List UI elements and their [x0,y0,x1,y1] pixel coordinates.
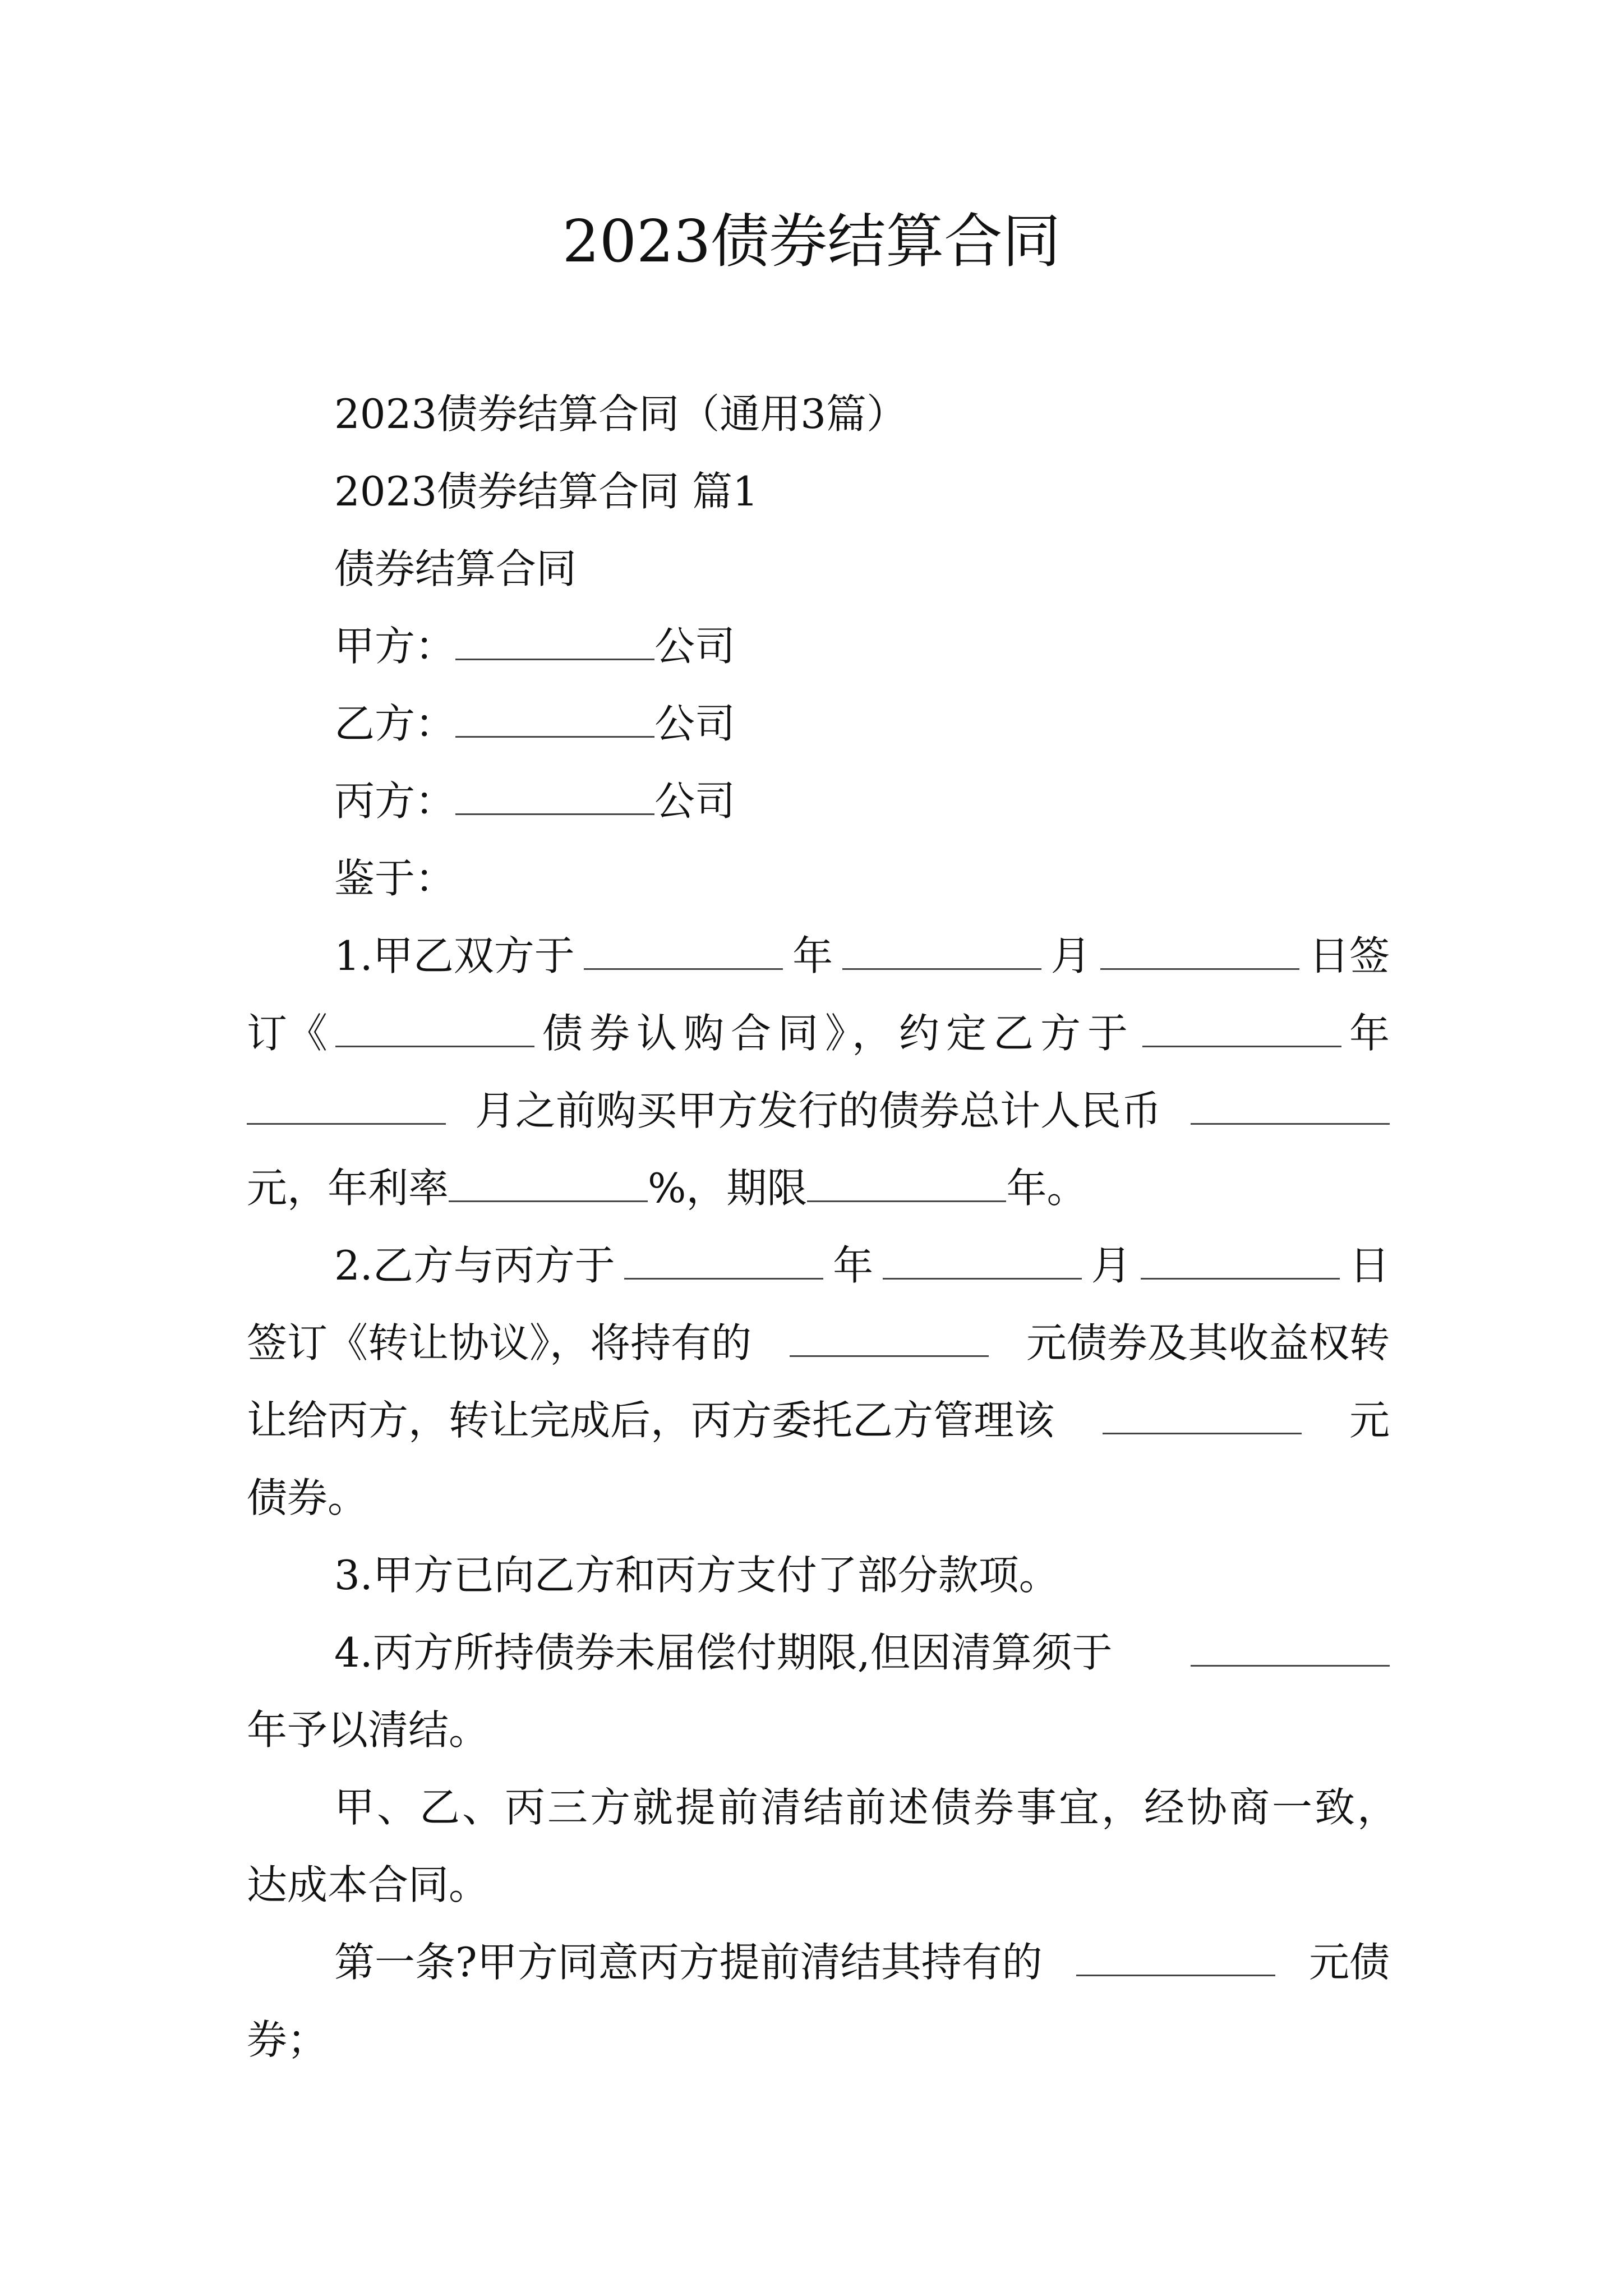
item2-text4: 日 [1349,1242,1390,1289]
document-title: 2023债券结算合同 [562,207,1061,275]
article1-blank-amount [1076,1939,1275,1976]
item2-blank-month [883,1242,1082,1280]
item2-text2: 年 [833,1242,874,1289]
item1-l4-text2: %，期限 [648,1165,808,1212]
item2-blank-year [624,1242,823,1280]
item1-text4: 日签 [1308,932,1390,979]
party-b-blank [455,700,654,738]
party-c-blank [455,777,654,815]
party-a-line [334,618,735,674]
item2-line1 [334,1237,1390,1294]
item2-l3-text2: 元 [1349,1397,1390,1444]
party-c-line [334,773,735,829]
item1-text2: 年 [792,932,833,979]
item2-l2-text1: 签订《转让协议》，将持有的 [247,1319,752,1366]
party-a-blank [455,623,654,660]
item1-line3 [247,1083,1390,1139]
agreement-line2: 达成本合同。 [247,1861,490,1908]
article1-line1 [334,1934,1390,1990]
article1-l1-text2: 元债 [1308,1939,1390,1986]
item2-line3 [247,1392,1390,1448]
item1-blank-day [1100,932,1299,970]
party-a-label: 甲方： [334,623,456,670]
item2-l3-text1: 让给丙方，转让完成后，丙方委托乙方管理该 [247,1397,1055,1444]
contract-heading: 债券结算合同 [334,545,577,592]
item1-line1 [334,928,1390,984]
subtitle-all: 2023债券结算合同（通用3篇） [334,390,907,438]
item1-l2-text1: 订《 [247,1010,328,1057]
item1-blank-month2 [247,1087,446,1125]
item2-blank-amount [790,1319,989,1357]
item1-l4-text1: 元，年利率 [247,1165,449,1212]
item4-blank-year [1191,1629,1390,1667]
item1-l2-text2: 债券认购合同》，约定乙方于 [542,1010,1135,1057]
party-a-suffix: 公司 [654,623,736,670]
item1-blank-year2 [1142,1010,1341,1047]
item2-text1: 2.乙方与丙方于 [334,1242,615,1289]
item1-blank-contract [335,1010,534,1047]
item4-line2: 年予以清结。 [247,1706,490,1754]
item1-text1: 1.甲乙双方于 [334,932,575,979]
item1-l2-text3: 年 [1349,1010,1390,1057]
item1-blank-rate [449,1165,648,1202]
party-b-suffix: 公司 [654,700,736,747]
item1-line2 [247,1005,1390,1061]
party-c-suffix: 公司 [654,777,736,825]
item1-blank-term [807,1165,1006,1202]
item2-line2 [247,1315,1390,1371]
item2-text3: 月 [1091,1242,1132,1289]
party-c-label: 丙方： [334,777,456,825]
item2-l2-text2: 元债券及其收益权转 [1026,1319,1390,1366]
item1-l3-text1: 月之前购买甲方发行的债券总计人民币 [474,1087,1161,1134]
party-b-label: 乙方： [334,700,456,747]
item1-blank-year [584,932,783,970]
agreement-line1: 甲、乙、丙三方就提前清结前述债券事宜，经协商一致， [334,1784,1400,1831]
item1-l4-text3: 年。 [1006,1165,1087,1212]
item1-text3: 月 [1050,932,1091,979]
whereas-label: 鉴于： [334,855,456,902]
item3-line: 3.甲方已向乙方和丙方支付了部分款项。 [334,1552,1059,1599]
subtitle-part: 2023债券结算合同 篇1 [334,468,758,515]
party-b-line [334,696,735,752]
article1-l1-text1: 第一条?甲方同意丙方提前清结其持有的 [334,1939,1043,1986]
item2-blank-amount2 [1103,1397,1302,1434]
item4-l1-text: 4.丙方所持债券未届偿付期限,但因清算须于 [334,1629,1113,1676]
item1-blank-month [842,932,1041,970]
item1-blank-amount [1191,1087,1390,1125]
item4-line1 [334,1625,1390,1681]
item2-blank-day [1141,1242,1340,1280]
item2-line4: 债券。 [247,1474,368,1521]
article1-line2: 券； [247,2016,328,2063]
item1-line4 [247,1160,1087,1216]
